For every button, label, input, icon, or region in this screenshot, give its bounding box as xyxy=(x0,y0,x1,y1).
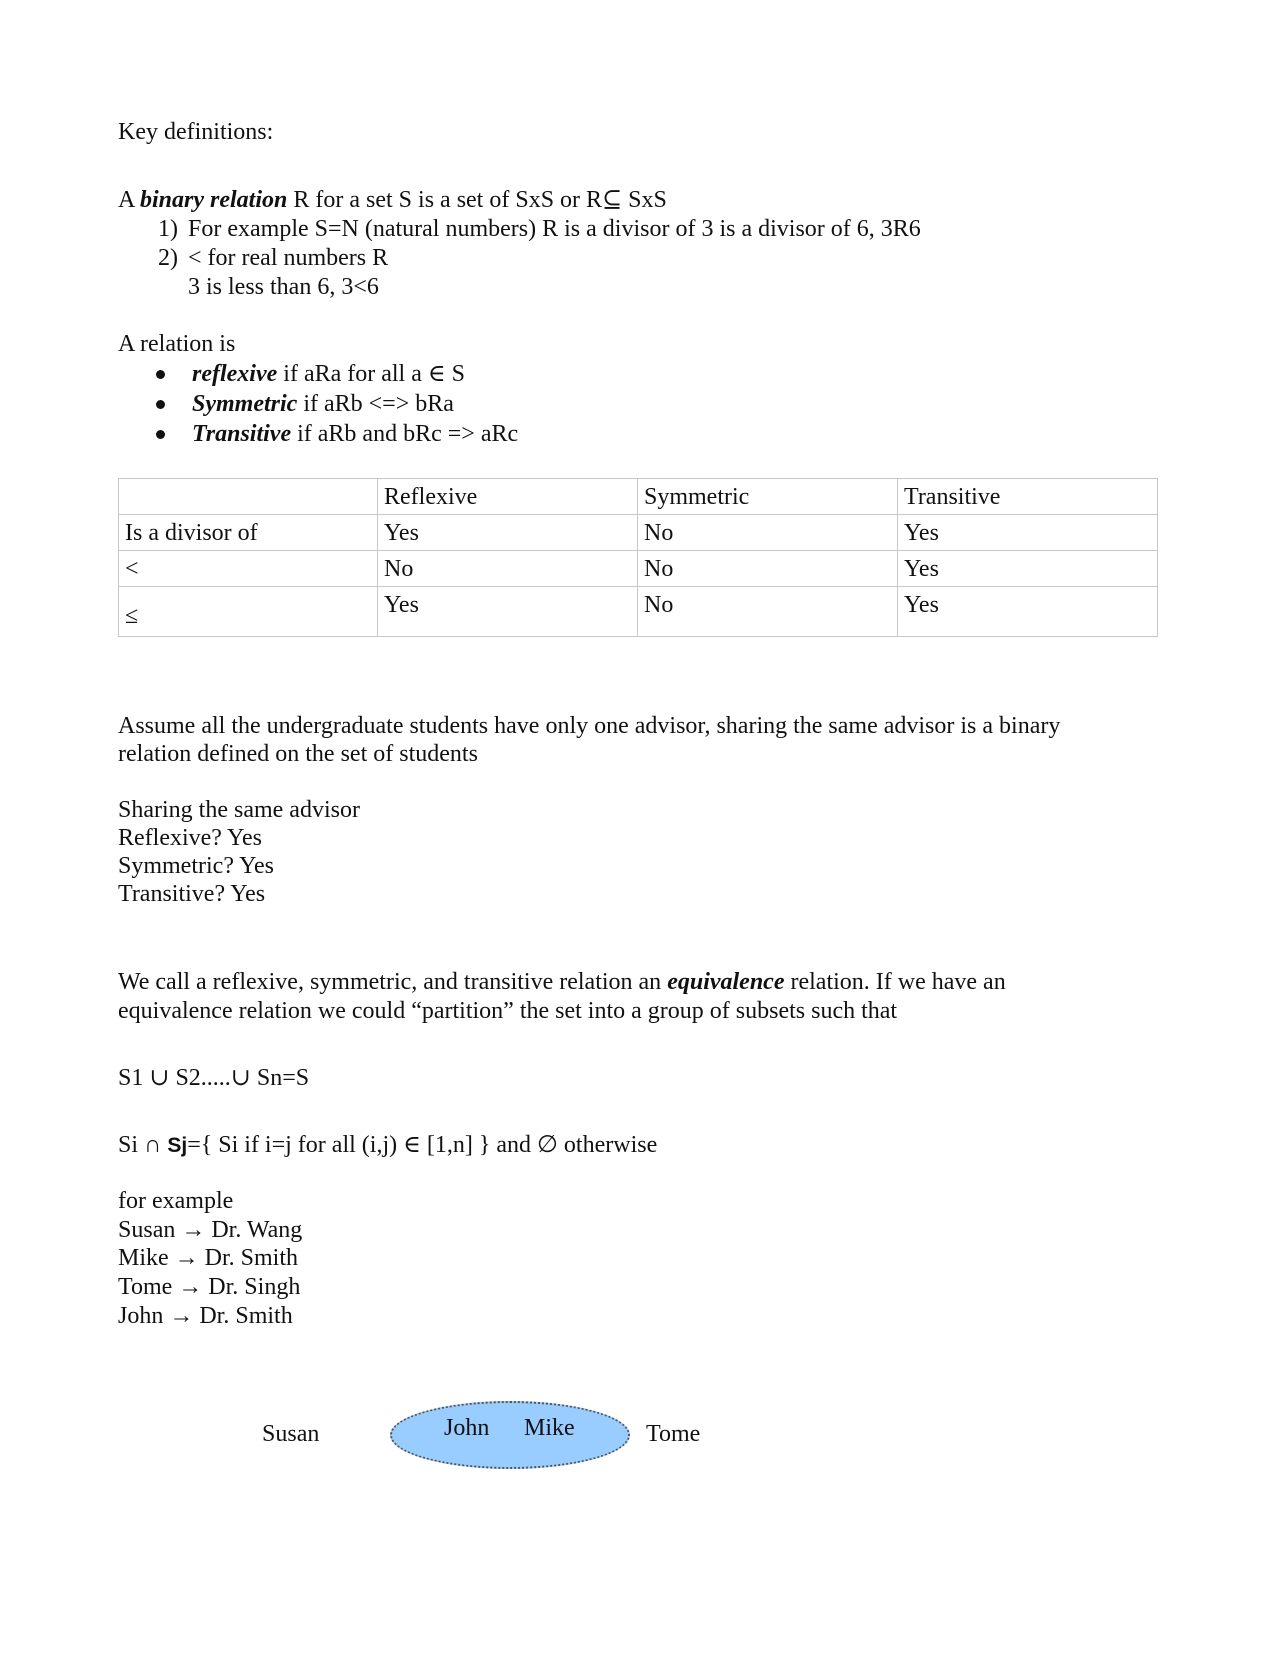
bullet-term: Transitive xyxy=(192,421,292,447)
table-header-row xyxy=(119,479,1158,515)
equivalence-line1-pre: We call a reflexive, symmetric, and transitive relation an xyxy=(118,969,668,995)
example-line: Tome → Dr. Singh xyxy=(118,1274,301,1300)
advisor-line: Transitive? Yes xyxy=(118,881,266,907)
table-row xyxy=(119,551,1158,587)
advisor-line: Symmetric? Yes xyxy=(118,853,274,879)
partition-label-john: John xyxy=(444,1415,490,1441)
bullet-item-symmetric xyxy=(192,390,454,418)
bullet-text: if aRb and bRc => aRc xyxy=(291,421,519,447)
partition-label-tome: Tome xyxy=(646,1421,701,1447)
table-cell: Yes xyxy=(898,551,1158,587)
numbered-item xyxy=(142,215,921,243)
table-cell: ≤ xyxy=(119,587,378,637)
table-cell: No xyxy=(378,551,638,587)
table-cell: Yes xyxy=(378,515,638,551)
table-cell: No xyxy=(638,551,898,587)
table-header-cell: Reflexive xyxy=(378,479,638,515)
table-row xyxy=(119,587,1158,637)
relation-intro: A relation is xyxy=(118,331,236,357)
partition-label-susan: Susan xyxy=(262,1421,320,1447)
example-line: Mike → Dr. Smith xyxy=(118,1245,299,1271)
example-intro: for example xyxy=(118,1188,234,1214)
table-cell: Yes xyxy=(378,587,638,637)
intersection-pre: Si ∩ xyxy=(118,1132,168,1158)
advisor-line: Sharing the same advisor xyxy=(118,797,360,823)
equivalence-term: equivalence xyxy=(667,969,785,995)
equivalence-line1 xyxy=(118,968,1006,996)
partition-group-ellipse xyxy=(390,1401,630,1469)
table-cell: Yes xyxy=(898,587,1158,637)
binary-relation-prefix: A xyxy=(118,187,141,213)
bullet-icon xyxy=(156,430,165,439)
binary-relation-definition xyxy=(118,186,667,214)
union-formula: S1 ∪ S2.....∪ Sn=S xyxy=(118,1065,310,1091)
binary-relation-rest: R for a set S is a set of SxS or R⊆ SxS xyxy=(287,187,667,213)
heading-key-definitions: Key definitions: xyxy=(118,119,274,145)
bullet-icon xyxy=(156,370,165,379)
bullet-text: if aRa for all a ∈ S xyxy=(277,361,465,387)
bullet-icon xyxy=(156,400,165,409)
table-cell: Is a divisor of xyxy=(119,515,378,551)
partition-label-mike: Mike xyxy=(524,1415,575,1441)
advisor-paragraph-line1: Assume all the undergraduate students have only one advisor, sharing the same advisor is a binary xyxy=(118,713,1061,739)
intersection-post: ={ Si if i=j for all (i,j) ∈ [1,n] } and ∅ otherwise xyxy=(187,1132,658,1158)
item-text: < for real numbers R xyxy=(188,245,389,271)
equivalence-line2: equivalence relation we could “partition” the set into a group of subsets such that xyxy=(118,998,898,1024)
binary-relation-term: binary relation xyxy=(140,187,288,213)
bullet-item-transitive xyxy=(192,420,518,448)
intersection-formula xyxy=(118,1131,657,1160)
table-cell: < xyxy=(119,551,378,587)
equivalence-line1-post: relation. If we have an xyxy=(784,969,1006,995)
table-header-cell xyxy=(119,479,378,515)
bullet-term: Symmetric xyxy=(192,391,298,417)
bullet-text: if aRb <=> bRa xyxy=(297,391,454,417)
relation-properties-table xyxy=(118,478,1158,637)
item-text: For example S=N (natural numbers) R is a divisor of 3 is a divisor of 6, 3R6 xyxy=(188,216,921,242)
bullet-item-reflexive xyxy=(192,360,465,388)
table-row xyxy=(119,515,1158,551)
example-line: John → Dr. Smith xyxy=(118,1303,293,1329)
bullet-term: reflexive xyxy=(192,361,278,387)
table-cell: No xyxy=(638,515,898,551)
item-number: 2) xyxy=(158,245,178,271)
table-cell: No xyxy=(638,587,898,637)
numbered-item xyxy=(142,244,388,272)
intersection-sj: Sj xyxy=(167,1134,188,1157)
table-header-cell: Transitive xyxy=(898,479,1158,515)
item-continuation: 3 is less than 6, 3<6 xyxy=(188,274,379,300)
table-cell: Yes xyxy=(898,515,1158,551)
advisor-line: Reflexive? Yes xyxy=(118,825,262,851)
table-header-cell: Symmetric xyxy=(638,479,898,515)
example-line: Susan → Dr. Wang xyxy=(118,1217,303,1243)
item-number: 1) xyxy=(158,216,178,242)
advisor-paragraph-line2: relation defined on the set of students xyxy=(118,741,478,767)
